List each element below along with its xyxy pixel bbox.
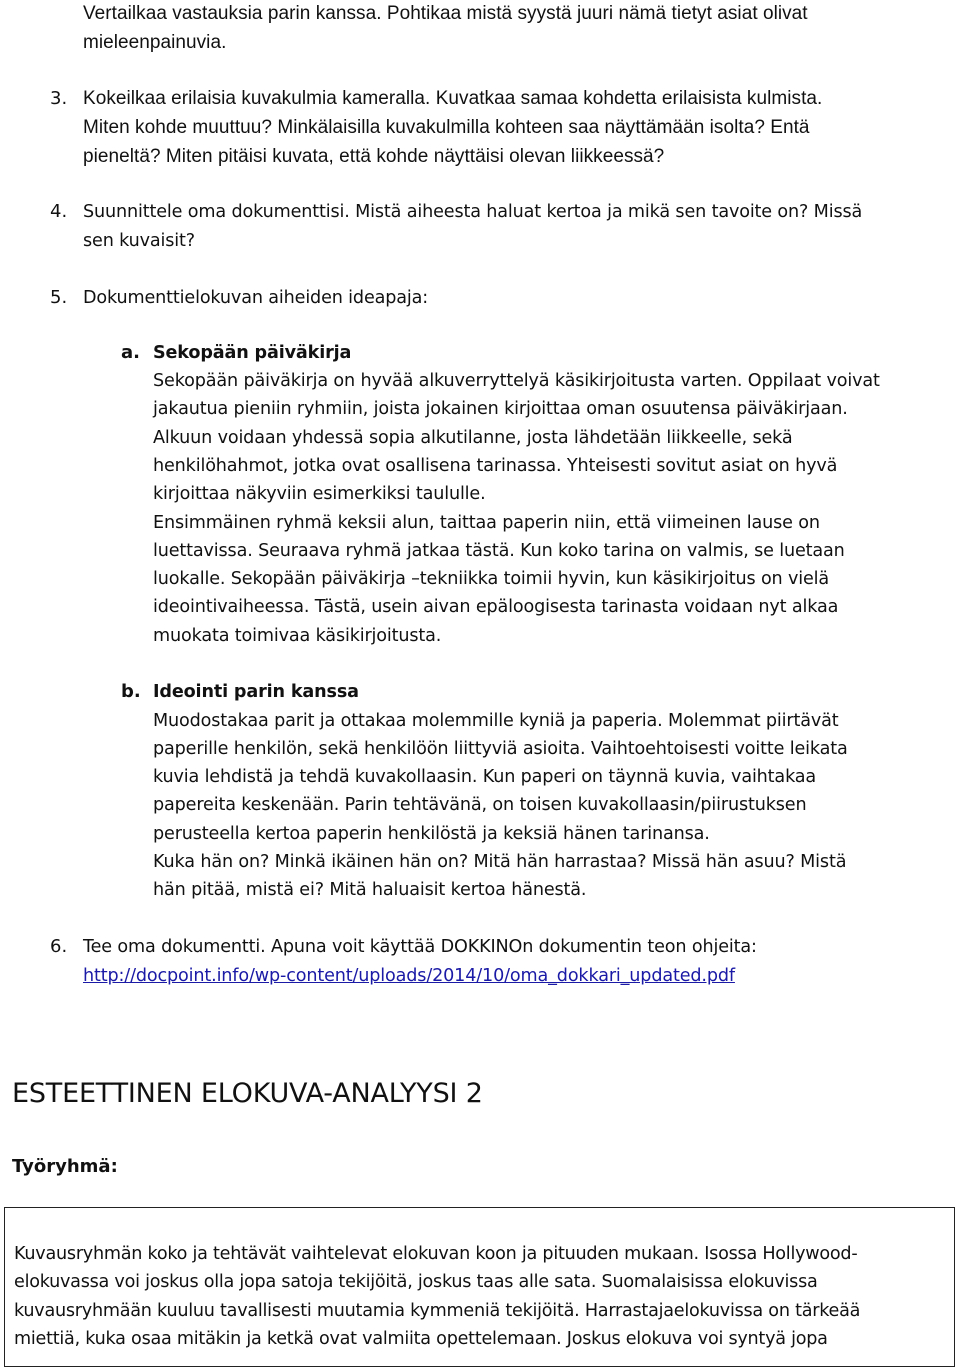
dokkino-guide-link[interactable]: http://docpoint.info/wp-content/uploads/2014/10/oma_dokkari_updated.pdf <box>83 966 735 986</box>
workgroup-label: Työryhmä: <box>12 1156 118 1177</box>
sub-a-line: ideointivaiheessa. Tästä, usein aivan epäloogisesta tarinasta voidaan nyt alkaa <box>153 597 839 617</box>
item6-text: Tee oma dokumentti. Apuna voit käyttää DOKKINOn dokumentin teon ohjeita: <box>83 937 757 957</box>
sub-b-line: kuvia lehdistä ja tehdä kuvakollaasin. Kun paperi on täynnä kuvia, vaihtakaa <box>153 767 817 787</box>
sublist-letter-a: a. <box>121 342 140 363</box>
list-number-4: 4. <box>50 201 68 222</box>
sub-a-line: Sekopään päiväkirja on hyvää alkuverryttelyä käsikirjoitusta varten. Oppilaat voivat <box>153 371 880 391</box>
item3-line: Miten kohde muuttuu? Minkälaisilla kuvakulmilla kohteen saa näyttämään isolta? Entä <box>83 117 810 138</box>
list-number-6: 6. <box>50 936 68 957</box>
sub-b-line: Kuka hän on? Minkä ikäinen hän on? Mitä hän harrastaa? Missä hän asuu? Mistä <box>153 852 847 872</box>
sub-b-line: perusteella kertoa paperin henkilöstä ja keksiä hänen tarinansa. <box>153 824 710 844</box>
list-number-5: 5. <box>50 287 68 308</box>
list-number-3: 3. <box>50 88 68 109</box>
box-line: miettiä, kuka osaa mitäkin ja ketkä ovat valmiita opettelemaan. Joskus elokuva voi syntyä jopa <box>14 1329 828 1349</box>
item5-text: Dokumenttielokuvan aiheiden ideapaja: <box>83 288 429 308</box>
intro-line: Vertailkaa vastauksia parin kanssa. Pohtikaa mistä syystä juuri nämä tietyt asiat olivat <box>83 3 808 24</box>
sub-a-line: jakautua pieniin ryhmiin, joista jokainen kirjoittaa oman osuutensa päiväkirjaan. <box>153 399 848 419</box>
item4-line: sen kuvaisit? <box>83 231 195 251</box>
sublist-letter-b: b. <box>121 681 141 702</box>
sub-a-line: henkilöhahmot, jotka ovat osallisena tarinassa. Yhteisesti sovitut asiat on hyvä <box>153 456 838 476</box>
sub-b-line: papereita keskenään. Parin tehtävänä, on toisen kuvakollaasin/piirustuksen <box>153 795 807 815</box>
box-line: Kuvausryhmän koko ja tehtävät vaihtelevat elokuvan koon ja pituuden mukaan. Isossa Hollywood- <box>14 1244 858 1264</box>
sub-a-line: luettavissa. Seuraava ryhmä jatkaa tästä. Kun koko tarina on valmis, se luetaan <box>153 541 845 561</box>
sub-b-line: hän pitää, mistä ei? Mitä haluaisit kertoa hänestä. <box>153 880 587 900</box>
intro-line: mieleenpainuvia. <box>83 32 227 53</box>
item4-line: Suunnittele oma dokumenttisi. Mistä aiheesta haluat kertoa ja mikä sen tavoite on? Missä <box>83 202 863 222</box>
section-title: ESTEETTINEN ELOKUVA-ANALYYSI 2 <box>12 1078 483 1109</box>
sub-a-line: Alkuun voidaan yhdessä sopia alkutilanne, josta lähdetään liikkeelle, sekä <box>153 428 793 448</box>
sub-a-line: muokata toimivaa käsikirjoitusta. <box>153 626 442 646</box>
sub-a-line: kirjoittaa näkyviin esimerkiksi taululle. <box>153 484 486 504</box>
sub-a-heading: Sekopään päiväkirja <box>153 343 352 363</box>
sub-b-line: Muodostakaa parit ja ottakaa molemmille kyniä ja paperia. Molemmat piirtävät <box>153 711 839 731</box>
sub-a-line: luokalle. Sekopään päiväkirja –tekniikka toimii hyvin, kun käsikirjoitus on vielä <box>153 569 830 589</box>
item3-line: pieneltä? Miten pitäisi kuvata, että kohde näyttäisi olevan liikkeessä? <box>83 146 665 167</box>
sub-b-line: paperille henkilön, sekä henkilöön liittyviä asioita. Vaihtoehtoisesti voitte leikata <box>153 739 848 759</box>
box-line: kuvausryhmään kuuluu tavallisesti muutamia kymmeniä tekijöitä. Harrastajaelokuvissa on tärkeää <box>14 1301 861 1321</box>
sub-a-line: Ensimmäinen ryhmä keksii alun, taittaa paperin niin, että viimeinen lause on <box>153 513 820 533</box>
sub-b-heading: Ideointi parin kanssa <box>153 682 359 702</box>
box-line: elokuvassa voi joskus olla jopa satoja tekijöitä, joskus taas alle sata. Suomalaisissa elokuvissa <box>14 1272 818 1292</box>
info-box <box>4 1207 955 1367</box>
item3-line: Kokeilkaa erilaisia kuvakulmia kameralla. Kuvatkaa samaa kohdetta erilaisista kulmista. <box>83 88 823 109</box>
